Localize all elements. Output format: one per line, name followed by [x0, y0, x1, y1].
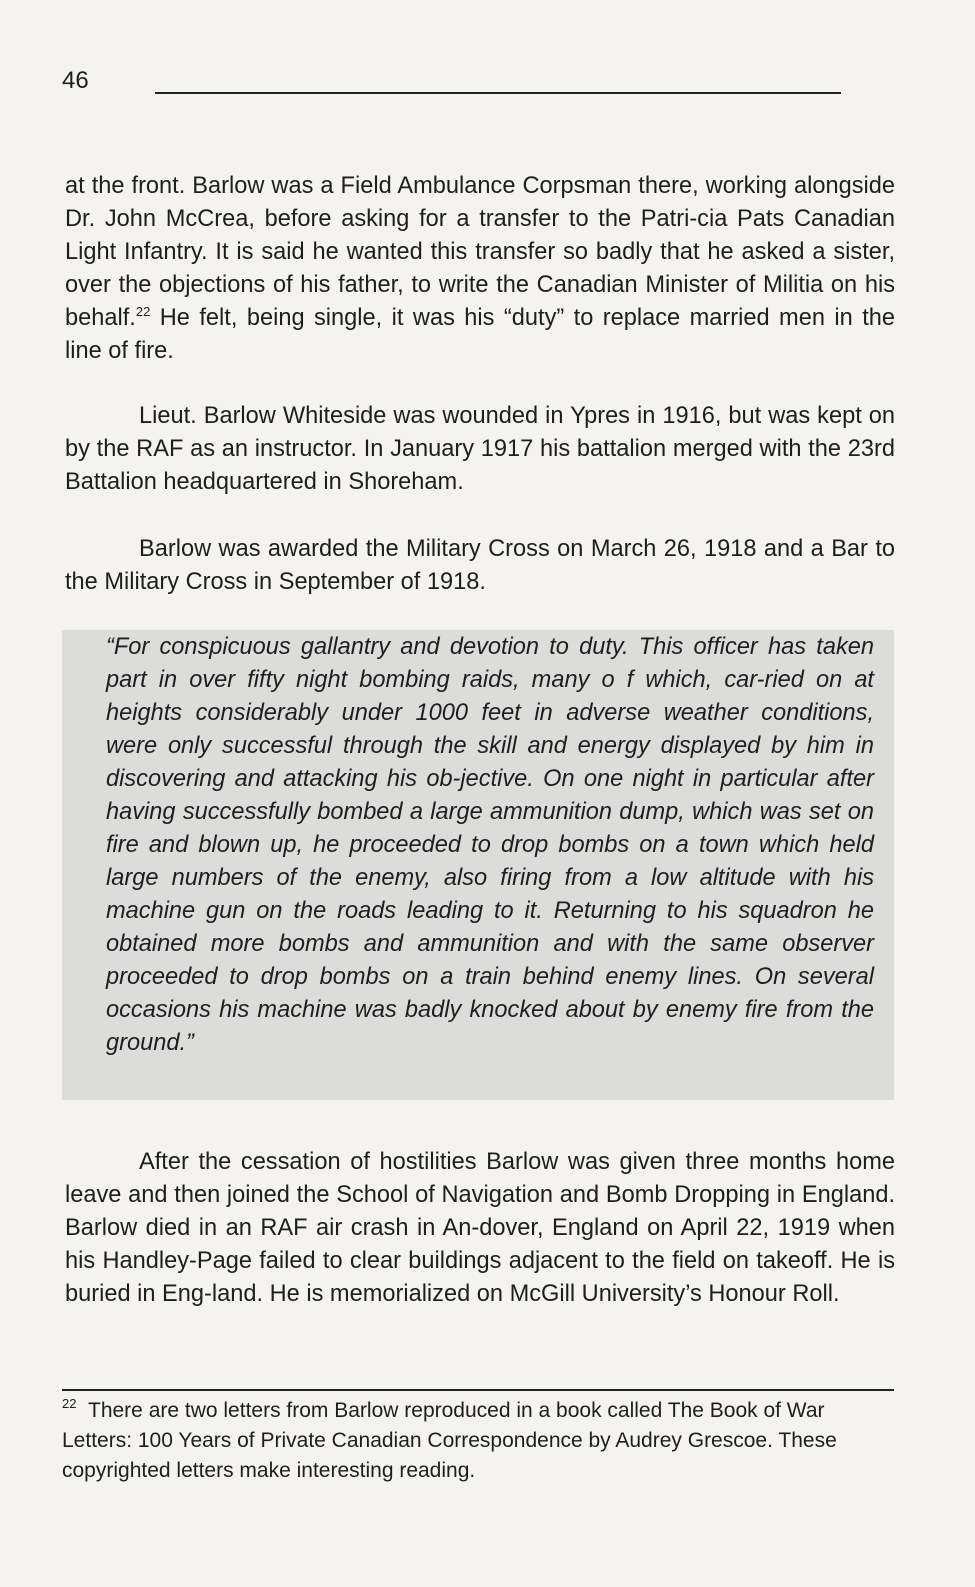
header-rule: [155, 92, 841, 94]
paragraph-text: He felt, being single, it was his “duty” to replace married men in the line of fire.: [65, 305, 895, 364]
paragraph-text: at the front. Barlow was a Field Ambulance Corpsman there, working alongside Dr. John McCrea, before asking for a transfer to the Patri-cia Pats Canadian Light Infantry. It is said he wanted this transfer so badly that he asked a sister, over the objections of his father, to write the Canadian Minister of Militia on his behalf.: [65, 173, 895, 331]
page-number: 46: [62, 67, 89, 94]
footnote-number: 22: [62, 1396, 77, 1411]
paragraph-military-cross: Barlow was awarded the Military Cross on March 26, 1918 and a Bar to the Military Cross in September of 1918.: [65, 536, 895, 595]
footnote-text: There are two letters from Barlow reproduced in a book called The Book of War Letters: 100 Years of Private Canadian Correspondence by Audrey Grescoe. These copyrighted letters make interesting reading.: [62, 1399, 837, 1482]
footnote-rule: [62, 1389, 894, 1391]
citation-quote-text: “For conspicuous gallantry and devotion to duty. This officer has taken part in over fifty night bombing raids, many o f which, car-ried on at heights considerably under 1000 feet in adverse weather conditions, were only successful through the skill and energy displayed by him in discovering and attacking his ob-jective. On one night in particular after having successfully bombed a large ammunition dump, which was set on fire and blown up, he proceeded to drop bombs on a town which held large numbers of the enemy, also firing from a low altitude with his machine gun on the roads leading to it. Returning to his squadron he obtained more bombs and ammunition and with the same observer proceeded to drop bombs on a train behind enemy lines. On several occasions his machine was badly knocked about by enemy fire from the ground.”: [106, 634, 874, 1056]
paragraph-after-hostilities: After the cessation of hostilities Barlow was given three months home leave and then joined the School of Navigation and Bomb Dropping in England. Barlow died in an RAF air crash in An-dover, England on April 22, 1919 when his Handley-Page failed to clear buildings adjacent to the field on takeoff. He is buried in Eng-land. He is memorialized on McGill University’s Honour Roll.: [65, 1149, 895, 1307]
paragraph-wounded: Lieut. Barlow Whiteside was wounded in Ypres in 1916, but was kept on by the RAF as an instructor. In January 1917 his battalion merged with the 23rd Battalion headquartered in Shoreham.: [65, 403, 895, 495]
citation-quote-box: [62, 630, 894, 1100]
footnote-reference: 22: [135, 304, 151, 319]
footnote: [62, 1396, 877, 1486]
paragraph-front-service: [65, 170, 895, 368]
